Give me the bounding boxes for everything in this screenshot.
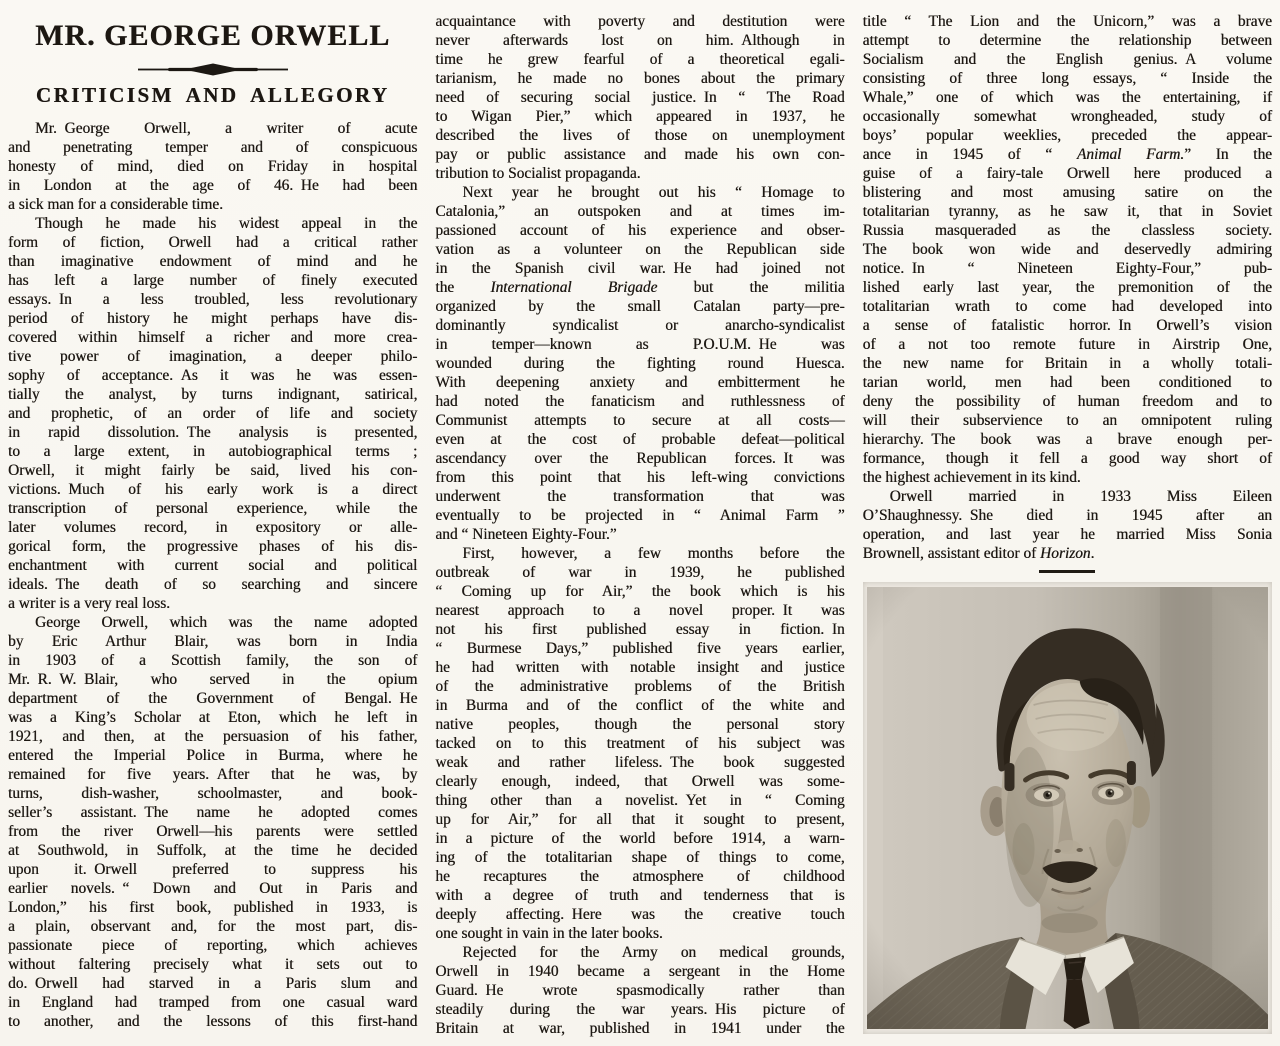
- text-line: organized by the small Catalan party—pre-: [435, 298, 845, 315]
- paragraph: [8, 613, 417, 1031]
- paragraph: [435, 544, 844, 943]
- text-line: he recaptures the atmosphere of childhood: [435, 868, 845, 885]
- text-line: period of history he might perhaps have dis-: [8, 310, 418, 327]
- text-line: to a large extent, in autobiographical terms ;: [8, 443, 418, 460]
- text-line: of the administrative problems of the British: [435, 678, 845, 695]
- text-line: tribution to Socialist propaganda.: [435, 165, 641, 182]
- column-2-text: [435, 12, 844, 1038]
- text-line: at Southwold, in Suffolk, at the time he decided: [8, 842, 418, 859]
- text-line: Orwell in 1940 became a sergeant in the Home: [435, 963, 845, 980]
- paragraph: [863, 12, 1272, 487]
- text-line: in the Spanish civil war. He had joined not: [435, 260, 845, 277]
- text-line: lished early last year, the premonition of the: [862, 279, 1272, 296]
- text-line: up for Air,” for all that it sought to present,: [435, 811, 845, 828]
- photo-block: [863, 570, 1272, 1034]
- text-line: weak and rather lifeless. The book suggested: [435, 754, 845, 771]
- text-line: thing other than a novelist. Yet in “ Coming: [435, 792, 845, 809]
- portrait-photo-frame: [863, 582, 1272, 1034]
- text-line: remained for five years. After that he was, by: [8, 766, 418, 783]
- article-subheadline: CRITICISM AND ALLEGORY: [35, 83, 390, 107]
- text-line: Rejected for the Army on medical grounds,: [462, 944, 845, 961]
- masthead: [8, 18, 417, 107]
- text-line: ing of the totalitarian shape of things to come,: [435, 849, 845, 866]
- text-line: tarianism, he made no bones about the primary: [435, 70, 845, 87]
- text-line: occasionally somewhat wrongheaded, study of: [862, 108, 1272, 125]
- text-line: not his first published essay in fiction. In: [435, 621, 845, 638]
- text-line: notice. In “ Nineteen Eighty-Four,” pub-: [862, 260, 1272, 277]
- text-line: boys’ popular weeklies, preceded the appear-: [862, 127, 1272, 144]
- text-line: dominantly syndicalist or anarcho-syndicalist: [435, 317, 845, 334]
- text-line: never afterwards lost on him. Although in: [435, 32, 845, 49]
- text-line: deny the possibility of human freedom and to: [862, 393, 1272, 410]
- text-line: the International Brigade but the militia: [435, 279, 845, 296]
- text-line: gorical form, the progressive phases of his dis-: [8, 538, 418, 555]
- text-line: George Orwell, which was the name adopted: [35, 614, 418, 631]
- text-line: sophy of acceptance. As it was he was essen-: [8, 367, 418, 384]
- text-line: O’Shaughnessy. She died in 1945 after an: [862, 507, 1272, 524]
- text-line: than imaginative endowment of mind and he: [8, 253, 418, 270]
- text-line: will their subservience to an omnipotent ruling: [862, 412, 1272, 429]
- paragraph: [435, 183, 844, 544]
- text-line: he had written with notable insight and justice: [435, 659, 845, 676]
- paragraph: [435, 12, 844, 183]
- text-line: “ Burmese Days,” published five years earlier,: [435, 640, 845, 657]
- column-1-text: [8, 119, 417, 1031]
- article-end-rule: [1039, 570, 1095, 573]
- text-line: wounded during the fighting round Huesca.: [435, 355, 845, 372]
- orwell-portrait-photo: [867, 587, 1268, 1029]
- text-line: in London at the age of 46. He had been: [8, 177, 418, 194]
- text-line: With deepening anxiety and embitterment he: [435, 374, 845, 391]
- text-line: department of the Government of Bengal. He: [8, 690, 418, 707]
- text-line: Russia masqueraded as the classless society.: [862, 222, 1272, 239]
- text-line: nearest approach to a novel proper. It was: [435, 602, 845, 619]
- paragraph: [863, 487, 1272, 563]
- text-line: operation, and last year he married Miss Sonia: [862, 526, 1272, 543]
- text-line: to another, and the lessons of this first-hand: [8, 1013, 418, 1030]
- text-line: earlier novels. “ Down and Out in Paris and: [8, 880, 418, 897]
- article-column-1: [8, 12, 417, 1046]
- text-line: without faltering precisely what it sets out to: [8, 956, 418, 973]
- text-line: outbreak of war in 1939, he published: [435, 564, 845, 581]
- text-line: hierarchy. The book was a brave enough per-: [862, 431, 1272, 448]
- text-line: native peoples, though the personal story: [435, 716, 845, 733]
- text-line: Mr. George Orwell, a writer of acute: [35, 120, 418, 137]
- text-line: passionate piece of reporting, which achieves: [8, 937, 418, 954]
- text-line: title “ The Lion and the Unicorn,” was a brave: [862, 13, 1272, 30]
- article-column-3: [863, 12, 1272, 1046]
- text-line: “ Coming up for Air,” the book which is his: [435, 583, 845, 600]
- text-line: Socialism and the English genius. A volume: [862, 51, 1272, 68]
- text-line: underwent the transformation that was: [435, 488, 845, 505]
- text-line: and “ Nineteen Eighty-Four.”: [435, 526, 617, 543]
- text-line: First, however, a few months before the: [462, 545, 845, 562]
- text-line: attempt to determine the relationship between: [862, 32, 1272, 49]
- text-line: form of fiction, Orwell had a critical rather: [8, 234, 418, 251]
- text-line: Guard. He wrote spasmodically rather than: [435, 982, 845, 999]
- article-headline: MR. GEORGE ORWELL: [35, 19, 391, 52]
- text-line: Orwell married in 1933 Miss Eileen: [889, 488, 1272, 505]
- text-line: one sought in vain in the later books.: [435, 925, 663, 942]
- text-line: time he grew fearful of a theoretical egali-: [435, 51, 845, 68]
- text-line: from the river Orwell—his parents were settled: [8, 823, 418, 840]
- text-line: acquaintance with poverty and destitution were: [435, 13, 845, 30]
- text-line: victions. Much of his early work is a direct: [8, 481, 418, 498]
- text-line: vation as a volunteer on the Republican side: [435, 241, 845, 258]
- text-line: passioned account of his experience and obser-: [435, 222, 845, 239]
- text-line: ideals. The death of so searching and sincere: [8, 576, 418, 593]
- text-line: in a picture of the world before 1914, a warn-: [435, 830, 845, 847]
- text-line: by Eric Arthur Blair, was born in India: [8, 633, 418, 650]
- text-line: need of securing social justice. In “ The Road: [435, 89, 845, 106]
- text-line: a writer is a very real loss.: [8, 595, 170, 612]
- text-line: covered within himself a richer and more crea-: [8, 329, 418, 346]
- paragraph: [8, 119, 417, 214]
- text-line: Whale,” one of which was the entertaining, if: [862, 89, 1272, 106]
- text-line: The book won wide and deservedly admiring: [862, 241, 1272, 258]
- text-line: guise of a fairy-tale Orwell here produced a: [862, 165, 1272, 182]
- text-line: has left a large number of finely executed: [8, 272, 418, 289]
- text-line: from this point that his left-wing convictions: [435, 469, 845, 486]
- text-line: in 1903 of a Scottish family, the son of: [8, 652, 418, 669]
- text-line: enchantment with current social and political: [8, 557, 418, 574]
- text-line: even at the cost of probable defeat—political: [435, 431, 845, 448]
- text-line: was a King’s Scholar at Eton, which he left in: [8, 709, 418, 726]
- text-line: essays. In a less troubled, less revolutionary: [8, 291, 418, 308]
- headline-divider-ornament: [138, 63, 288, 76]
- text-line: and prophetic, of an order of life and society: [8, 405, 418, 422]
- paragraph: [435, 943, 844, 1038]
- text-line: in Burma and of the conflict of the white and: [435, 697, 845, 714]
- text-line: described the lives of those on unemployment: [435, 127, 845, 144]
- text-line: tarian world, men had been conditioned to: [862, 374, 1272, 391]
- text-line: tacked on to this treatment of his subject was: [435, 735, 845, 752]
- text-line: a sense of fatalistic horror. In Orwell’s vision: [862, 317, 1272, 334]
- text-line: in England had tramped from one casual ward: [8, 994, 418, 1011]
- text-line: Communist attempts to secure at all costs—: [435, 412, 845, 429]
- text-line: London,” his first book, published in 1933, is: [8, 899, 418, 916]
- text-line: seller’s assistant. The name he adopted comes: [8, 804, 418, 821]
- text-line: Mr. R. W. Blair, who served in the opium: [8, 671, 418, 688]
- text-line: to Wigan Pier,” which appeared in 1937, he: [435, 108, 845, 125]
- text-line: ascendancy over the Republican forces. It was: [435, 450, 845, 467]
- text-line: and penetrating temper and of conspicuous: [8, 139, 418, 156]
- text-line: in temper—known as P.O.U.M. He was: [435, 336, 845, 353]
- text-line: with a degree of truth and tenderness that is: [435, 887, 845, 904]
- text-line: 1921, and then, at the persuasion of his father,: [8, 728, 418, 745]
- text-line: a plain, observant and, for the most part, dis-: [8, 918, 418, 935]
- text-line: Catalonia,” an outspoken and at times im-: [435, 203, 845, 220]
- text-line: Though he made his widest appeal in the: [35, 215, 418, 232]
- text-line: the highest achievement in its kind.: [862, 469, 1081, 486]
- text-line: tive power of imagination, a deeper philo-: [8, 348, 418, 365]
- text-line: entered the Imperial Police in Burma, where he: [8, 747, 418, 764]
- text-line: of a not too remote future in Airstrip One,: [862, 336, 1272, 353]
- text-line: pay or public assistance and made his own con-: [435, 146, 845, 163]
- text-line: later volumes record, in expository or alle-: [8, 519, 418, 536]
- text-line: Britain at war, published in 1941 under the: [435, 1020, 845, 1037]
- text-line: Orwell, it might fairly be said, lived his con-: [8, 462, 418, 479]
- text-line: totalitarian tyranny, as he saw it, that in Soviet: [862, 203, 1272, 220]
- text-line: Brownell, assistant editor of Horizon.: [862, 545, 1095, 562]
- column-3-text: [863, 12, 1272, 563]
- text-line: in rapid dissolution. The analysis is presented,: [8, 424, 418, 441]
- text-line: totalitarian wrath to come had developed into: [862, 298, 1272, 315]
- text-line: transcription of personal experience, while the: [8, 500, 418, 517]
- text-line: turns, dish-washer, schoolmaster, and book-: [8, 785, 418, 802]
- text-line: clearly enough, indeed, that Orwell was some-: [435, 773, 845, 790]
- text-line: do. Orwell had starved in a Paris slum and: [8, 975, 418, 992]
- text-line: upon it. Orwell preferred to suppress his: [8, 861, 418, 878]
- text-line: steadily during the war years. His picture of: [435, 1001, 845, 1018]
- text-line: deeply affecting. Here was the creative touch: [435, 906, 845, 923]
- text-line: eventually to be projected in “ Animal Farm ”: [435, 507, 845, 524]
- paragraph: [8, 214, 417, 613]
- article-column-2: [435, 12, 844, 1046]
- text-line: the new name for Britain in a wholly totali-: [862, 355, 1272, 372]
- text-line: had noted the fanaticism and ruthlessness of: [435, 393, 845, 410]
- text-line: ance in 1945 of “ Animal Farm.” In the: [862, 146, 1272, 163]
- text-line: honesty of mind, died on Friday in hospital: [8, 158, 418, 175]
- text-line: consisting of three long essays, “ Inside the: [862, 70, 1272, 87]
- text-line: Next year he brought out his “ Homage to: [462, 184, 845, 201]
- text-line: tially the analyst, by turns indignant, satirical,: [8, 386, 418, 403]
- text-line: a sick man for a considerable time.: [8, 196, 223, 213]
- text-line: blistering and most amusing satire on the: [862, 184, 1272, 201]
- text-line: formance, though it fell a good way short of: [862, 450, 1272, 467]
